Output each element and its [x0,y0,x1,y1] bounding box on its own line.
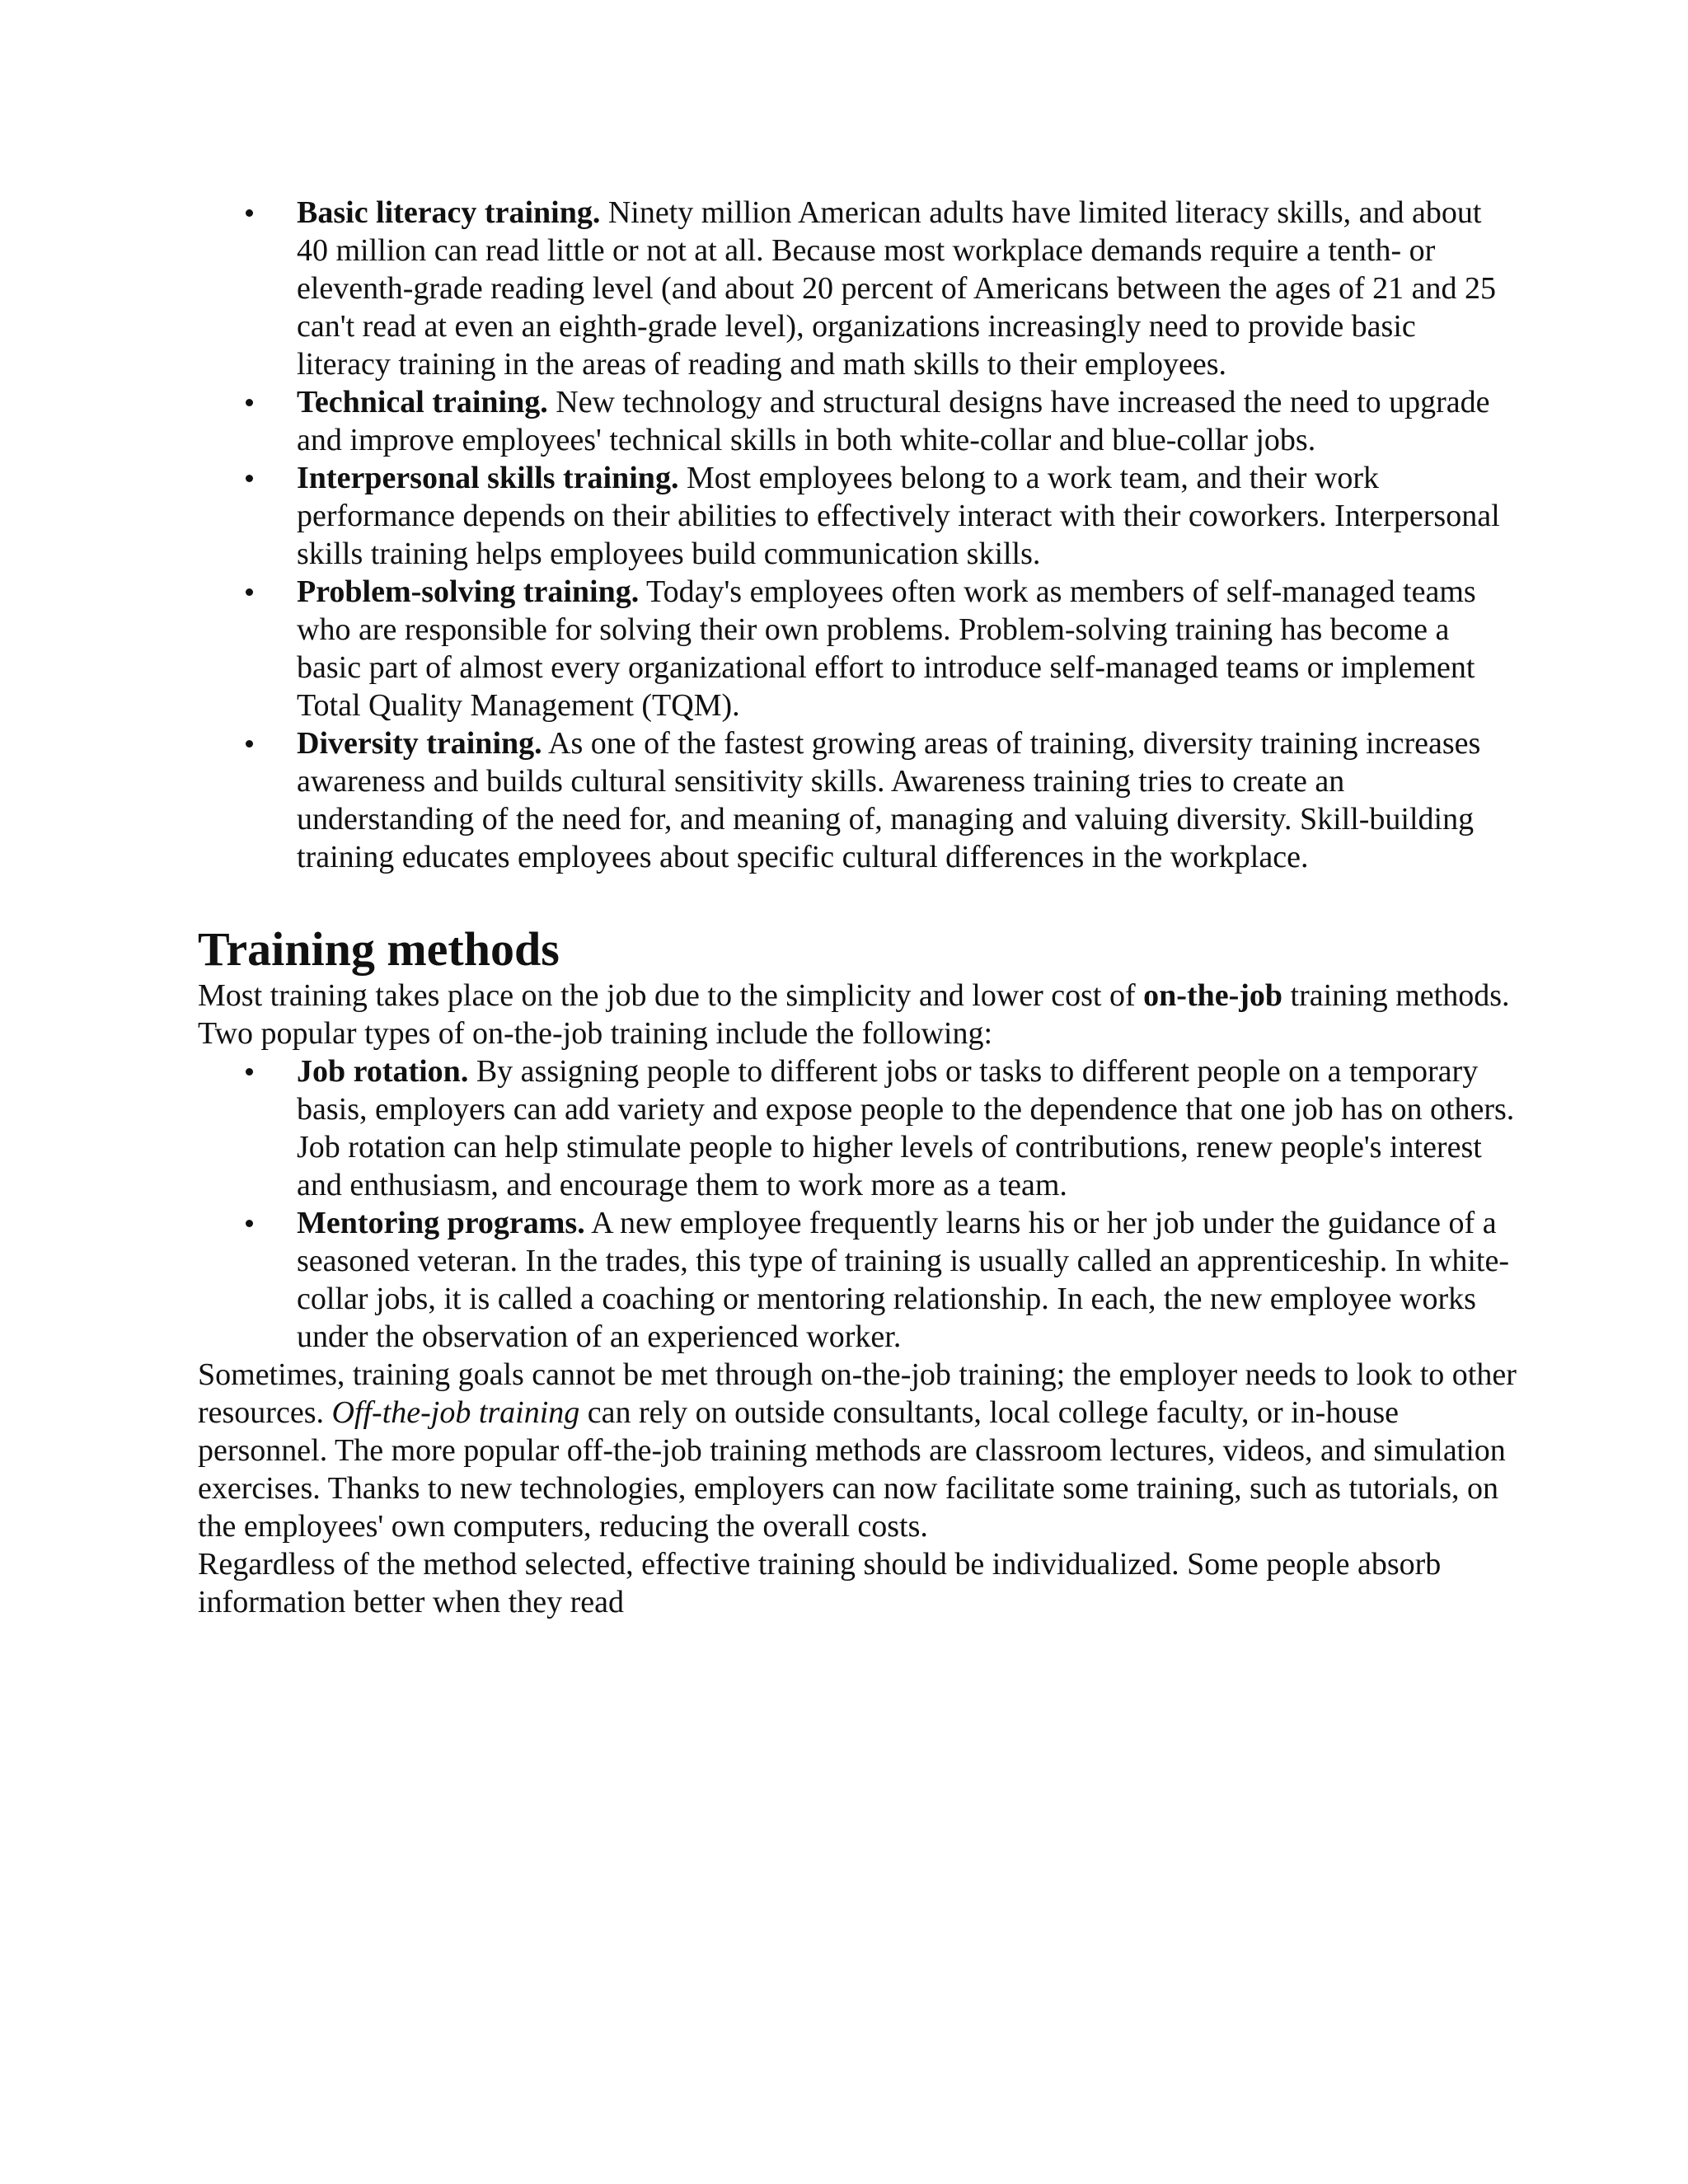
bullet-icon [246,588,253,596]
list-item-term: Basic literacy training. [297,195,601,230]
training-types-list [198,194,1517,876]
list-item-term: Interpersonal skills training. [297,461,679,495]
off-the-job-text: Sometimes, training goals cannot be met through on-the-job training; the employer needs to look to other resources. [198,1357,1517,1430]
list-item-term: Problem-solving training. [297,574,640,609]
list-item [198,1052,1517,1204]
list-item-text: Today's employees often work as members of self-managed teams who are responsible for solving their own problems. Problem-solving training has become a basic part of almost every organizational effort to introduce self-managed teams or implement Total Quality Management (TQM). [297,574,1476,723]
list-item-text: A new employee frequently learns his or her job under the guidance of a seasoned veteran. In the trades, this type of training is usually called an apprenticeship. In white-collar jobs, it is called a coaching or mentoring relationship. In each, the new employee works under the observation of an experienced worker. [297,1206,1509,1354]
bullet-icon [246,399,253,406]
list-item-term: Mentoring programs. [297,1206,585,1240]
list-item [198,573,1517,724]
list-item-term: Job rotation. [297,1054,469,1089]
intro-text: Most training takes place on the job due to the simplicity and lower cost of [198,978,1144,1013]
bullet-icon [246,475,253,482]
page-content [198,194,1517,1621]
list-item [198,383,1517,459]
off-the-job-text-end: can rely on outside consultants, local college faculty, or in-house personnel. The more popular off-the-job training methods are classroom lectures, videos, and simulation exercises. Thanks to new technologies, employers can now facilitate some training, such as tutorials, on the employees' own computers, reducing the overall costs. [198,1395,1506,1544]
off-the-job-paragraph [198,1356,1517,1545]
bullet-icon [246,740,253,748]
on-the-job-methods-list [198,1052,1517,1356]
closing-paragraph: Regardless of the method selected, effective training should be individualized. Some people absorb information better when they read [198,1547,1442,1619]
list-item [198,194,1517,383]
list-item-text: New technology and structural designs have increased the need to upgrade and improve employees' technical skills in both white-collar and blue-collar jobs. [297,385,1490,457]
list-item [198,724,1517,876]
bullet-icon [246,1220,253,1227]
list-item-term: Technical training. [297,385,548,419]
bullet-icon [246,1068,253,1076]
list-item [198,1204,1517,1356]
section-title: Training methods [198,922,560,976]
intro-paragraph [198,977,1517,1052]
intro-text-end: training methods. Two popular types of on-the-job training include the following: [198,978,1510,1051]
list-item [198,459,1517,573]
list-item-text: As one of the fastest growing areas of training, diversity training increases awareness and builds cultural sensitivity skills. Awareness training tries to create an understanding of the need for, and meaning of, managing and valuing diversity. Skill-building training educates employees about specific cultural differences in the workplace. [297,726,1481,874]
list-item-term: Diversity training. [297,726,542,761]
list-item-text: By assigning people to different jobs or tasks to different people on a temporary basis, employers can add variety and expose people to the dependence that one job has on others. Job rotation can help stimulate people to higher levels of contributions, renew people's interest and enthusiasm, and encourage them to work more as a team. [297,1054,1515,1202]
intro-emphasis: on-the-job [1143,978,1283,1013]
list-item-text: Ninety million American adults have limited literacy skills, and about 40 million can read little or not at all. Because most workplace demands require a tenth- or eleventh-grade reading level (and about 20 percent of Americans between the ages of 21 and 25 can't read at even an eighth-grade level), organizations increasingly need to provide basic literacy training in the areas of reading and math skills to their employees. [297,195,1497,382]
list-item-text: Most employees belong to a work team, and their work performance depends on their abilities to effectively interact with their coworkers. Interpersonal skills training helps employees build communication skills. [297,461,1500,571]
off-the-job-emphasis: Off-the-job training [331,1395,580,1430]
bullet-icon [246,209,253,217]
